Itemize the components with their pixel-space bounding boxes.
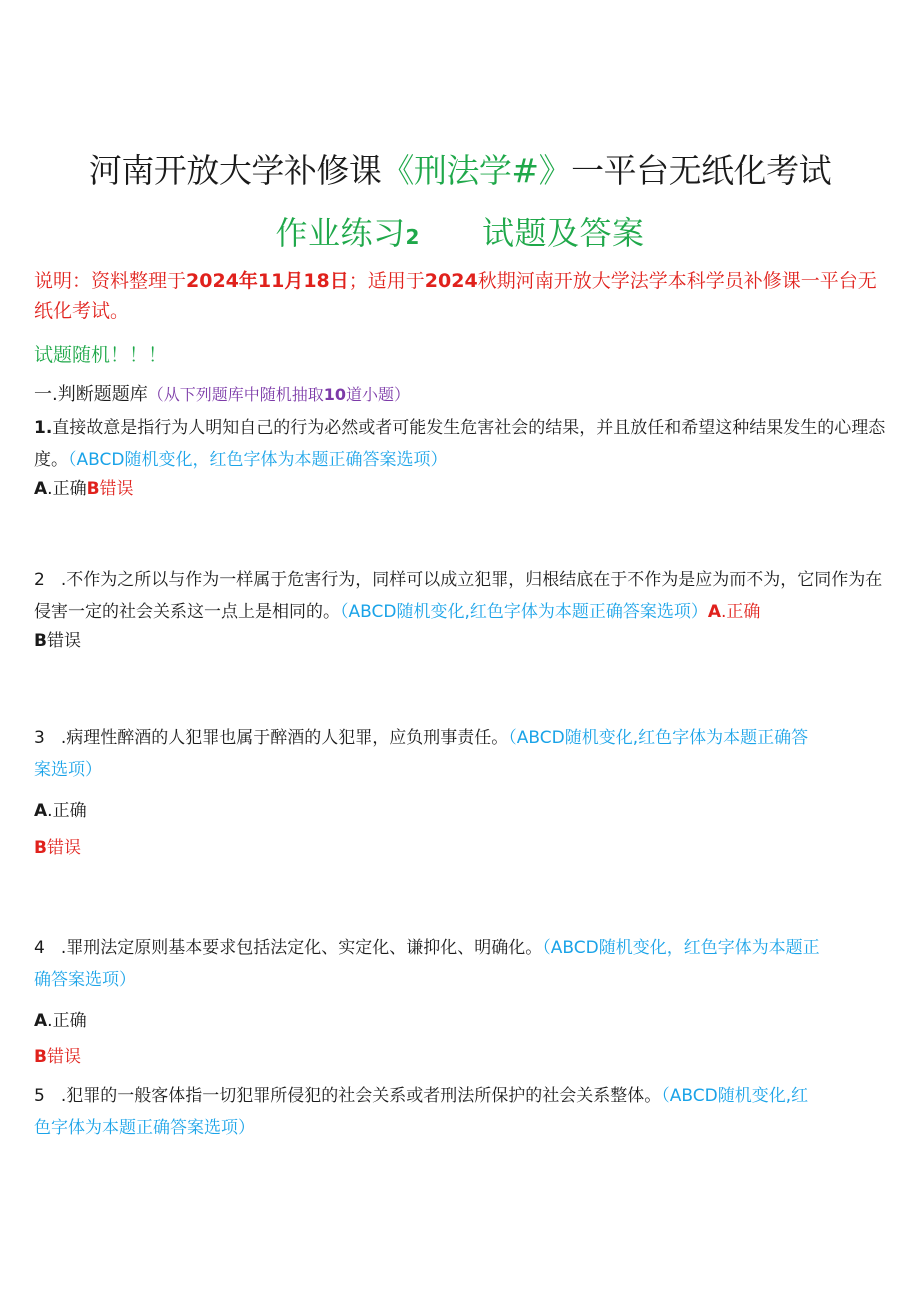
question-hint: （ABCD随机变化，红色字体为本题正确答案选项）	[68, 450, 448, 470]
question-number: 2	[34, 570, 45, 590]
note-date: 2024年11月18日	[186, 270, 349, 292]
section-hint-pre: （从下列题库中随机抽取	[147, 385, 324, 404]
question-4-option-a	[34, 1006, 890, 1036]
section-hint-post: 道小题）	[346, 385, 411, 404]
question-text: 直接故意是指行为人明知自己的行为必然或者可能发生危害社会的结果，并且放任和希望这种结果发生的心理态度。	[34, 418, 886, 470]
section-hint-num: 10	[323, 385, 347, 404]
option-a-text: .正确	[721, 602, 761, 622]
subtitle-number: 2	[405, 225, 420, 249]
option-a-letter: A	[34, 801, 48, 821]
option-a-text: .正确	[47, 479, 87, 499]
question-number: 3	[34, 728, 45, 748]
title-prefix: 河南开放大学补修课	[88, 151, 382, 190]
question-number: 4	[34, 938, 45, 958]
option-a-letter: A	[707, 602, 722, 622]
option-b-text: 错误	[46, 838, 81, 858]
question-1-options	[34, 474, 890, 504]
option-a-letter: A	[34, 479, 48, 499]
question-1	[34, 412, 890, 476]
note-text-1: 说明：资料整理于	[34, 270, 187, 292]
option-a-text: .正确	[47, 801, 87, 821]
option-b-letter: B	[34, 631, 47, 651]
option-b-text: 错误	[46, 631, 81, 651]
question-3	[34, 722, 824, 786]
note-year: 2024	[424, 270, 478, 292]
question-4	[34, 932, 834, 996]
question-hint: （ABCD随机变化，红色字体为本题正确答案选项）	[34, 938, 820, 990]
document-title	[0, 148, 920, 194]
option-b-letter: B	[86, 479, 100, 499]
question-5	[34, 1080, 824, 1144]
random-notice: 试题随机！！！	[34, 344, 168, 366]
note-text-3: 秋期河南开放大学法学本科学员补修课一平台无纸化考试。	[34, 270, 877, 322]
document-subtitle	[0, 210, 920, 260]
option-b-letter: B	[34, 1047, 47, 1067]
title-course-name: 《刑法学#》	[381, 151, 572, 190]
section-hint	[148, 385, 410, 404]
question-hint: （ABCD随机变化,红色字体为本题正确答案选项）	[34, 1086, 809, 1138]
title-suffix: 一平台无纸化考试	[571, 151, 832, 190]
subtitle-part2: 试题及答案	[481, 214, 645, 252]
question-hint: （ABCD随机变化,红色字体为本题正确答案选项）	[340, 602, 708, 622]
question-4-option-b	[34, 1042, 890, 1072]
question-2	[34, 564, 890, 628]
section-title: 一.判断题题库	[34, 384, 148, 405]
section-heading	[34, 380, 890, 410]
option-a-letter: A	[34, 1011, 48, 1031]
question-text: .病理性醉酒的人犯罪也属于醉酒的人犯罪，应负刑事责任。	[60, 728, 509, 748]
question-number: 1.	[34, 418, 53, 438]
question-number: 5	[34, 1086, 45, 1106]
question-text: .犯罪的一般客体指一切犯罪所侵犯的社会关系或者刑法所保护的社会关系整体。	[60, 1086, 662, 1106]
option-b-letter: B	[34, 838, 47, 858]
description-note	[34, 266, 890, 326]
question-text: .不作为之所以与作为一样属于危害行为，同样可以成立犯罪，归根结底在于不作为是应为而不为，它同作为在侵害一定的社会关系这一点上是相同的。	[34, 570, 883, 622]
question-hint: （ABCD随机变化,红色字体为本题正确答案选项）	[34, 728, 809, 780]
note-text-2: ；适用于	[348, 270, 425, 292]
question-2-options	[34, 626, 890, 656]
question-3-option-b	[34, 833, 890, 863]
subtitle-part1: 作业练习	[275, 214, 406, 252]
question-3-option-a	[34, 796, 890, 826]
option-a-text: .正确	[47, 1011, 87, 1031]
option-b-text: 错误	[46, 1047, 81, 1067]
option-b-text: 错误	[99, 479, 134, 499]
question-text: .罪刑法定原则基本要求包括法定化、实定化、谦抑化、明确化。	[60, 938, 543, 958]
